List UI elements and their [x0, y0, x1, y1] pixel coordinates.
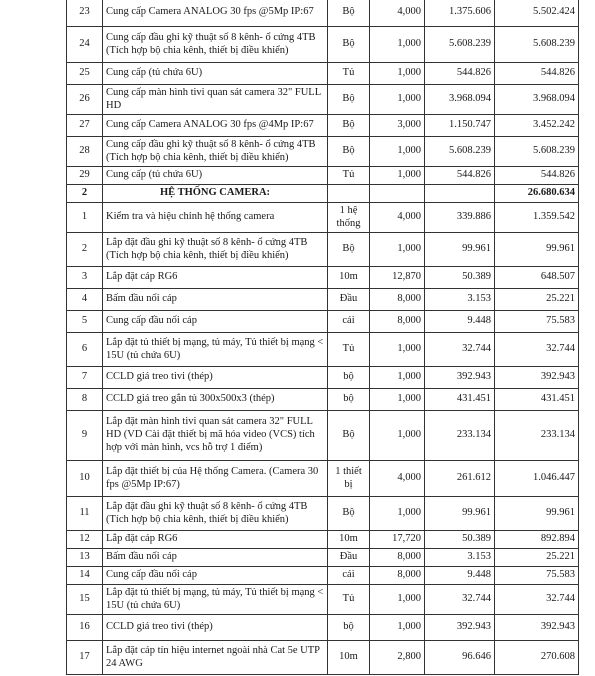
item-quantity: 3,000 — [370, 115, 425, 137]
item-unit: 1 thiết bị — [328, 461, 370, 497]
item-unit: bộ — [328, 389, 370, 411]
item-number: 23 — [67, 0, 103, 27]
item-unit: Bộ — [328, 0, 370, 27]
item-number: 1 — [67, 203, 103, 233]
item-total: 5.608.239 — [495, 137, 579, 167]
item-number: 3 — [67, 267, 103, 289]
item-quantity: 1,000 — [370, 333, 425, 367]
item-quantity: 1,000 — [370, 389, 425, 411]
item-number: 14 — [67, 567, 103, 585]
item-unit-price: 3.153 — [425, 549, 495, 567]
item-number: 4 — [67, 289, 103, 311]
item-quantity: 4,000 — [370, 203, 425, 233]
table-row — [67, 27, 579, 63]
item-unit-price: 32.744 — [425, 333, 495, 367]
item-quantity: 1,000 — [370, 85, 425, 115]
item-total: 544.826 — [495, 63, 579, 85]
item-description: CCLD giá treo tivi (thép) — [103, 615, 328, 641]
item-total: 5.608.239 — [495, 27, 579, 63]
item-total: 25.221 — [495, 289, 579, 311]
item-unit-price: 1.375.606 — [425, 0, 495, 27]
item-unit: bộ — [328, 367, 370, 389]
item-unit-price: 99.961 — [425, 233, 495, 267]
item-total: 431.451 — [495, 389, 579, 411]
item-description: Kiểm tra và hiệu chỉnh hệ thống camera — [103, 203, 328, 233]
item-total: 99.961 — [495, 497, 579, 531]
item-unit-price: 9.448 — [425, 311, 495, 333]
item-number: 12 — [67, 531, 103, 549]
table-row — [67, 585, 579, 615]
item-unit-price: 96.646 — [425, 641, 495, 675]
item-unit-price: 50.389 — [425, 531, 495, 549]
item-unit-price: 5.608.239 — [425, 137, 495, 167]
item-number: 2 — [67, 185, 103, 203]
item-quantity: 1,000 — [370, 585, 425, 615]
item-description: Cung cấp Camera ANALOG 30 fps @5Mp IP:67 — [103, 0, 328, 27]
item-unit-price: 431.451 — [425, 389, 495, 411]
cost-estimate-table — [66, 0, 579, 675]
item-total: 75.583 — [495, 567, 579, 585]
item-total: 1.359.542 — [495, 203, 579, 233]
item-total: 233.134 — [495, 411, 579, 461]
item-quantity: 8,000 — [370, 567, 425, 585]
item-number: 28 — [67, 137, 103, 167]
item-unit: cái — [328, 311, 370, 333]
item-unit: Bộ — [328, 137, 370, 167]
item-total: 3.452.242 — [495, 115, 579, 137]
item-quantity: 8,000 — [370, 549, 425, 567]
item-unit-price — [425, 185, 495, 203]
item-unit: bộ — [328, 615, 370, 641]
item-unit: Tủ — [328, 167, 370, 185]
table-row — [67, 311, 579, 333]
item-quantity: 1,000 — [370, 27, 425, 63]
table-row — [67, 333, 579, 367]
item-unit-price: 392.943 — [425, 615, 495, 641]
table-row — [67, 233, 579, 267]
item-quantity: 1,000 — [370, 63, 425, 85]
item-unit: Bộ — [328, 497, 370, 531]
item-unit: 10m — [328, 531, 370, 549]
item-number: 9 — [67, 411, 103, 461]
item-number: 8 — [67, 389, 103, 411]
item-description: Cung cấp (tủ chứa 6U) — [103, 63, 328, 85]
item-unit: 1 hệ thống — [328, 203, 370, 233]
item-unit-price: 544.826 — [425, 167, 495, 185]
item-description: Lắp đặt cáp RG6 — [103, 531, 328, 549]
item-total: 32.744 — [495, 333, 579, 367]
item-unit-price: 99.961 — [425, 497, 495, 531]
item-number: 11 — [67, 497, 103, 531]
item-description: Bấm đầu nối cáp — [103, 549, 328, 567]
item-quantity: 1,000 — [370, 137, 425, 167]
item-unit-price: 5.608.239 — [425, 27, 495, 63]
table-row — [67, 549, 579, 567]
item-unit: 10m — [328, 641, 370, 675]
item-quantity: 1,000 — [370, 233, 425, 267]
item-unit: cái — [328, 567, 370, 585]
table-row — [67, 531, 579, 549]
item-total: 32.744 — [495, 585, 579, 615]
table-row — [67, 203, 579, 233]
item-description: Lắp đặt cáp RG6 — [103, 267, 328, 289]
item-unit: Bộ — [328, 85, 370, 115]
item-unit: Tủ — [328, 63, 370, 85]
item-total: 392.943 — [495, 367, 579, 389]
table-row — [67, 137, 579, 167]
item-number: 2 — [67, 233, 103, 267]
item-unit-price: 50.389 — [425, 267, 495, 289]
item-unit: Tủ — [328, 333, 370, 367]
item-unit: Bộ — [328, 115, 370, 137]
item-unit — [328, 185, 370, 203]
item-unit: Bộ — [328, 27, 370, 63]
item-description: Cung cấp màn hình tivi quan sát camera 32" FULL HD — [103, 85, 328, 115]
item-unit-price: 3.153 — [425, 289, 495, 311]
item-number: 17 — [67, 641, 103, 675]
item-description: Cung cấp đầu nối cáp — [103, 311, 328, 333]
item-unit-price: 1.150.747 — [425, 115, 495, 137]
item-total: 270.608 — [495, 641, 579, 675]
item-number: 13 — [67, 549, 103, 567]
item-quantity: 8,000 — [370, 289, 425, 311]
item-quantity: 4,000 — [370, 0, 425, 27]
item-number: 7 — [67, 367, 103, 389]
item-unit-price: 233.134 — [425, 411, 495, 461]
item-number: 6 — [67, 333, 103, 367]
item-quantity: 17,720 — [370, 531, 425, 549]
item-description: HỆ THỐNG CAMERA: — [103, 185, 328, 203]
item-total: 5.502.424 — [495, 0, 579, 27]
item-description: Cung cấp đầu ghi kỹ thuật số 8 kênh- ổ cứng 4TB (Tích hợp bộ chia kênh, thiết bị điều khiển) — [103, 27, 328, 63]
item-total: 392.943 — [495, 615, 579, 641]
item-total: 25.221 — [495, 549, 579, 567]
item-number: 27 — [67, 115, 103, 137]
item-total: 892.894 — [495, 531, 579, 549]
item-quantity: 4,000 — [370, 461, 425, 497]
item-number: 15 — [67, 585, 103, 615]
item-description: Lắp đặt màn hình tivi quan sát camera 32" FULL HD (VD Cài đặt thiết bị mã hóa video (VCS) tích hợp với màn hình, vcs hỗ trợ 1 điểm) — [103, 411, 328, 461]
table-row — [67, 567, 579, 585]
item-quantity: 2,800 — [370, 641, 425, 675]
table-row — [67, 461, 579, 497]
table-row — [67, 389, 579, 411]
item-number: 29 — [67, 167, 103, 185]
item-unit-price: 32.744 — [425, 585, 495, 615]
item-quantity: 8,000 — [370, 311, 425, 333]
item-description: Lắp đặt thiết bị của Hệ thống Camera. (Camera 30 fps @5Mp IP:67) — [103, 461, 328, 497]
item-total: 648.507 — [495, 267, 579, 289]
section-row — [67, 185, 579, 203]
item-total: 99.961 — [495, 233, 579, 267]
item-unit-price: 261.612 — [425, 461, 495, 497]
table-row — [67, 641, 579, 675]
table-row — [67, 115, 579, 137]
item-number: 26 — [67, 85, 103, 115]
item-unit: Đầu — [328, 289, 370, 311]
table-row — [67, 0, 579, 27]
table-row — [67, 615, 579, 641]
item-unit-price: 392.943 — [425, 367, 495, 389]
table-row — [67, 411, 579, 461]
item-number: 24 — [67, 27, 103, 63]
table-row — [67, 289, 579, 311]
item-quantity: 1,000 — [370, 367, 425, 389]
item-unit: Bộ — [328, 411, 370, 461]
item-quantity — [370, 185, 425, 203]
item-quantity: 1,000 — [370, 615, 425, 641]
item-number: 10 — [67, 461, 103, 497]
table-row — [67, 367, 579, 389]
item-quantity: 1,000 — [370, 497, 425, 531]
item-unit: 10m — [328, 267, 370, 289]
item-unit-price: 544.826 — [425, 63, 495, 85]
item-unit-price: 339.886 — [425, 203, 495, 233]
item-total: 26.680.634 — [495, 185, 579, 203]
item-description: Cung cấp đầu nối cáp — [103, 567, 328, 585]
table-row — [67, 497, 579, 531]
item-quantity: 12,870 — [370, 267, 425, 289]
table-row — [67, 63, 579, 85]
item-total: 544.826 — [495, 167, 579, 185]
item-total: 3.968.094 — [495, 85, 579, 115]
item-unit: Tủ — [328, 585, 370, 615]
item-unit: Đầu — [328, 549, 370, 567]
item-unit-price: 9.448 — [425, 567, 495, 585]
table-row — [67, 167, 579, 185]
item-description: CCLD giá treo gắn tủ 300x500x3 (thép) — [103, 389, 328, 411]
item-description: Cung cấp Camera ANALOG 30 fps @4Mp IP:67 — [103, 115, 328, 137]
item-description: Lắp đặt cáp tín hiệu internet ngoài nhà Cat 5e UTP 24 AWG — [103, 641, 328, 675]
item-description: Lắp đặt tủ thiết bị mạng, tủ máy, Tủ thiết bị mạng < 15U (tủ chứa 6U) — [103, 585, 328, 615]
item-description: CCLD giá treo tivi (thép) — [103, 367, 328, 389]
item-quantity: 1,000 — [370, 167, 425, 185]
item-number: 16 — [67, 615, 103, 641]
item-description: Cung cấp đầu ghi kỹ thuật số 8 kênh- ổ cứng 4TB (Tích hợp bộ chia kênh, thiết bị điều khiển) — [103, 137, 328, 167]
item-number: 5 — [67, 311, 103, 333]
item-description: Cung cấp (tủ chứa 6U) — [103, 167, 328, 185]
item-unit: Bộ — [328, 233, 370, 267]
item-unit-price: 3.968.094 — [425, 85, 495, 115]
item-total: 75.583 — [495, 311, 579, 333]
item-number: 25 — [67, 63, 103, 85]
item-description: Bấm đầu nối cáp — [103, 289, 328, 311]
item-description: Lắp đặt đầu ghi kỹ thuật số 8 kênh- ổ cứng 4TB (Tích hợp bộ chia kênh, thiết bị điều khiển) — [103, 497, 328, 531]
table-row — [67, 85, 579, 115]
item-total: 1.046.447 — [495, 461, 579, 497]
item-quantity: 1,000 — [370, 411, 425, 461]
item-description: Lắp đặt tủ thiết bị mạng, tủ máy, Tủ thiết bị mạng < 15U (tủ chứa 6U) — [103, 333, 328, 367]
item-description: Lắp đặt đầu ghi kỹ thuật số 8 kênh- ổ cứng 4TB (Tích hợp bộ chia kênh, thiết bị điều khiển) — [103, 233, 328, 267]
table-row — [67, 267, 579, 289]
